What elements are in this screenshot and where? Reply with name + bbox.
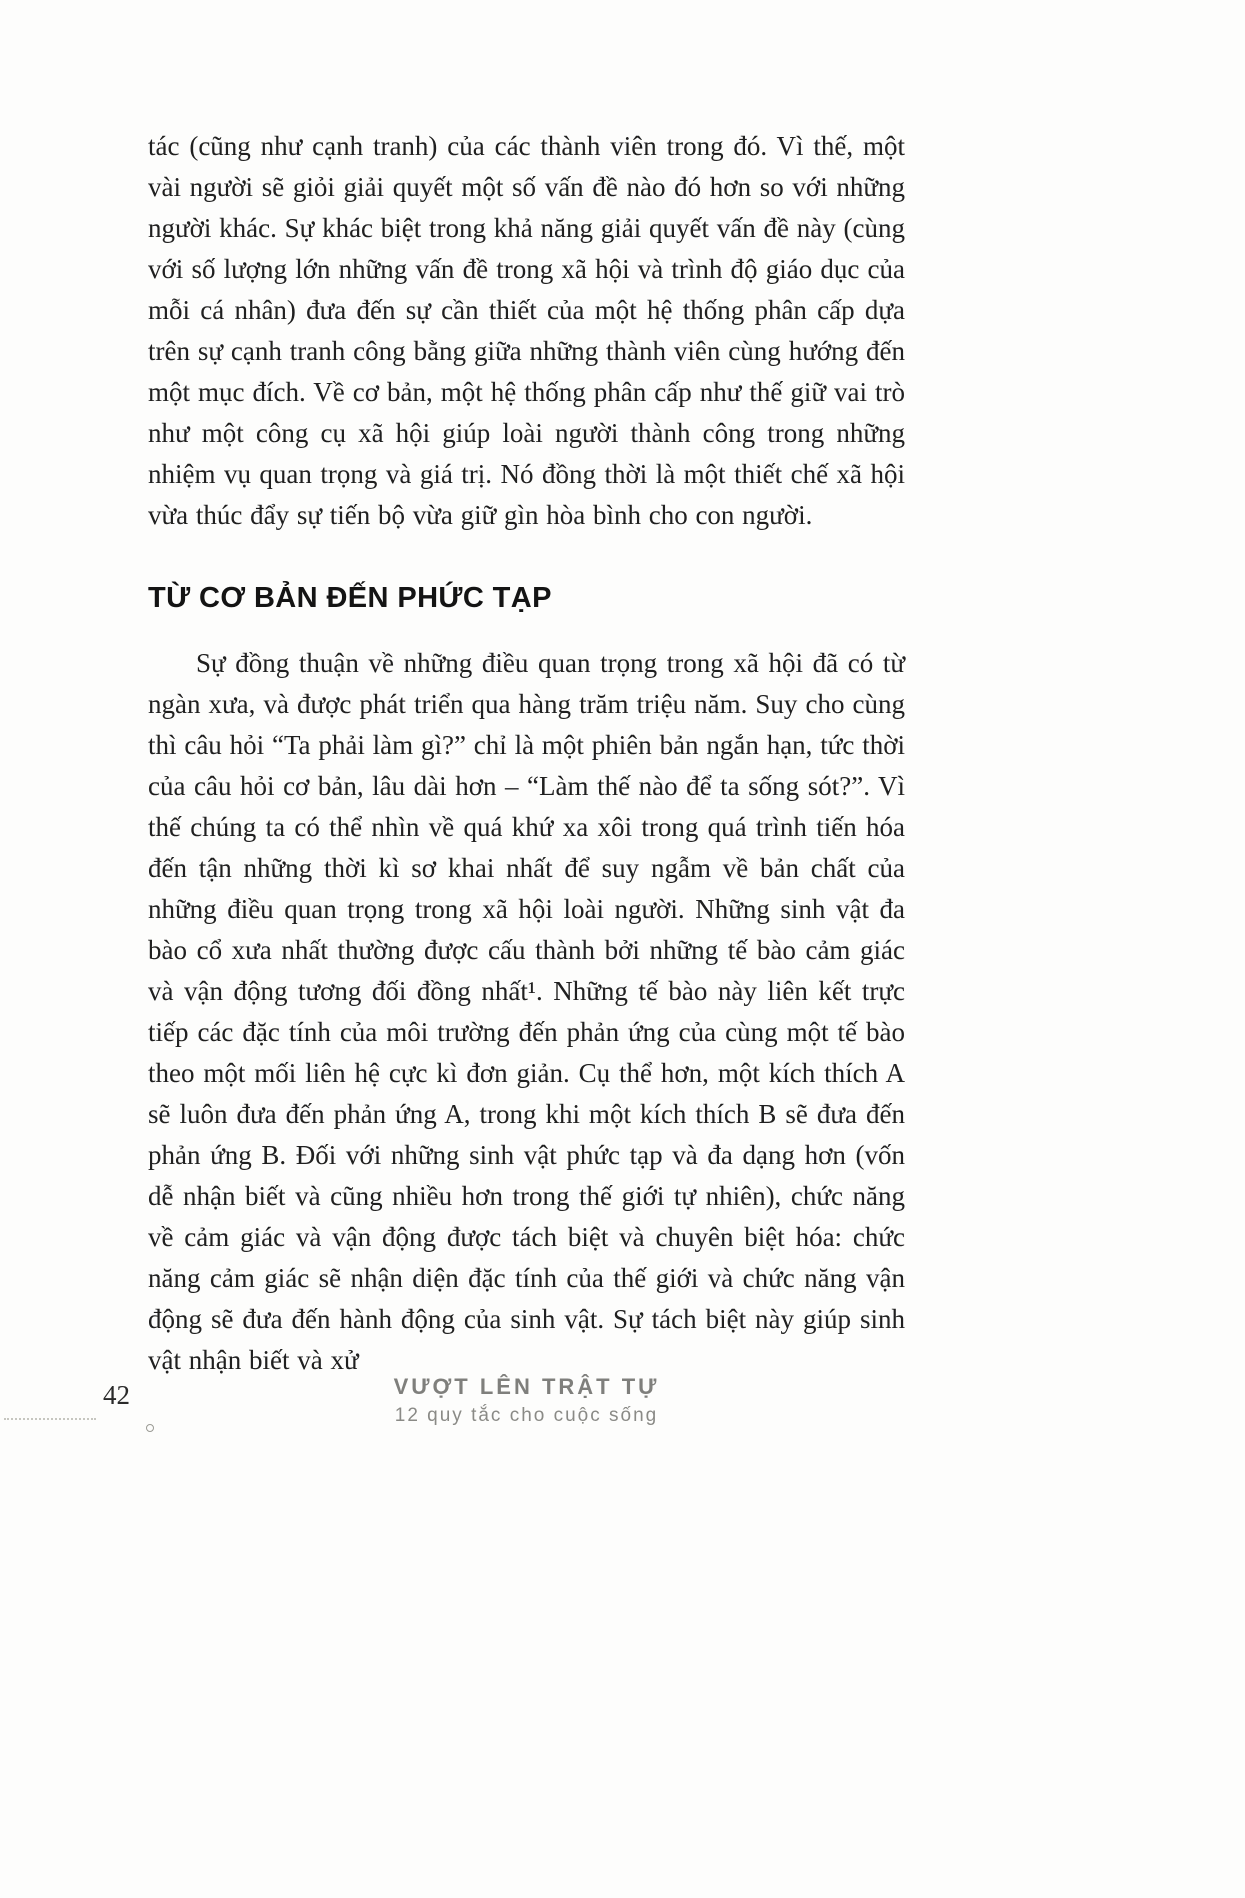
paragraph-continuation: tác (cũng như cạnh tranh) của các thành viên trong đó. Vì thế, một vài người sẽ giỏi giải quyết một số vấn đề nào đó hơn so với những người khác. Sự khác biệt trong khả năng giải quyết vấn đề này (cùng với số lượng lớn những vấn đề trong xã hội và trình độ giáo dục của mỗi cá nhân) đưa đến sự cần thiết của một hệ thống phân cấp dựa trên sự cạnh tranh công bằng giữa những thành viên cùng hướng đến một mục đích. Về cơ bản, một hệ thống phân cấp như thế giữ vai trò như một công cụ xã hội giúp loài người thành công trong những nhiệm vụ quan trọng và giá trị. Nó đồng thời là một thiết chế xã hội vừa thúc đẩy sự tiến bộ vừa giữ gìn hòa bình cho con người.	[148, 131, 905, 530]
book-subtitle: 12 quy tắc cho cuộc sống	[394, 1405, 659, 1426]
page-footer	[0, 1372, 1245, 1452]
section-heading: TỪ CƠ BẢN ĐẾN PHỨC TẠP	[148, 582, 552, 614]
page-number: 42	[103, 1380, 130, 1410]
running-footer	[148, 1374, 905, 1427]
paragraph-body: Sự đồng thuận về những điều quan trọng trong xã hội đã có từ ngàn xưa, và được phát triển qua hàng trăm triệu năm. Suy cho cùng thì câu hỏi “Ta phải làm gì?” chỉ là một phiên bản ngắn hạn, tức thời của câu hỏi cơ bản, lâu dài hơn – “Làm thế nào để ta sống sót?”. Vì thế chúng ta có thể nhìn về quá khứ xa xôi trong quá trình tiến hóa đến tận những thời kì sơ khai nhất để suy ngẫm về bản chất của những điều quan trọng trong xã hội loài người. Những sinh vật đa bào cổ xưa nhất thường được cấu thành bởi những tế bào cảm giác và vận động tương đối đồng nhất¹. Những tế bào này liên kết trực tiếp các đặc tính của môi trường đến phản ứng của cùng một tế bào theo một mối liên hệ cực kì đơn giản. Cụ thể hơn, một kích thích A sẽ luôn đưa đến phản ứng A, trong khi một kích thích B sẽ đưa đến phản ứng B. Đối với những sinh vật phức tạp và đa dạng hơn (vốn dễ nhận biết và cũng nhiều hơn trong thế giới tự nhiên), chức năng về cảm giác và vận động được tách biệt và chuyên biệt hóa: chức năng cảm giác sẽ nhận diện đặc tính của thế giới và chức năng vận động sẽ đưa đến hành động của sinh vật. Sự tách biệt này giúp sinh vật nhận biết và xử	[148, 648, 905, 1375]
page-content	[148, 126, 905, 1381]
book-title: VƯỢT LÊN TRẬT TỰ	[393, 1374, 660, 1399]
dotted-rule	[4, 1418, 96, 1420]
